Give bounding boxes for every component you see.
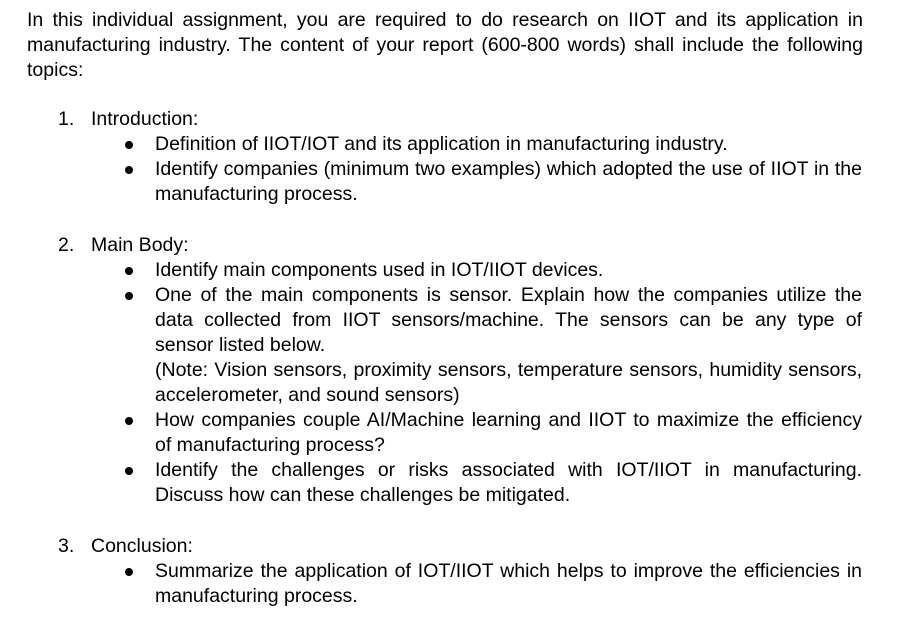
- bullet-list: [58, 132, 862, 207]
- sensor-note: (Note: Vision sensors, proximity sensors, temperature sensors, humidity sensors, accelerometer, and sound sensors): [155, 359, 862, 406]
- list-item: One of the main components is sensor. Explain how the companies utilize the data collected from IIOT sensors/machine. The sensors can be any type of sensor listed below. (Note: Vision sensors, proximity sensors, temperature sensors, humidity sensors, accelerometer, and sound sensors): [58, 283, 862, 408]
- list-item: Identify the challenges or risks associated with IOT/IIOT in manufacturing. Discuss how can these challenges be mitigated.: [58, 458, 862, 508]
- list-item: How companies couple AI/Machine learning and IIOT to maximize the efficiency of manufacturing process?: [58, 408, 862, 458]
- bullet-icon: [125, 568, 133, 576]
- bullet-icon: [125, 267, 133, 275]
- bullet-icon: [125, 467, 133, 475]
- section-main-body: [58, 233, 862, 508]
- intro-paragraph: In this individual assignment, you are required to do research on IIOT and its application in manufacturing industry. The content of your report (600-800 words) shall include the following topics:: [27, 9, 863, 81]
- bullet-list: [58, 258, 862, 508]
- bullet-icon: [125, 141, 133, 149]
- section-title: Conclusion:: [91, 535, 193, 557]
- bullet-list: [58, 559, 862, 609]
- list-item: Identify companies (minimum two examples) which adopted the use of IIOT in the manufacturing process.: [58, 157, 862, 207]
- section-number: 2.: [58, 234, 75, 256]
- section-title: Introduction:: [91, 108, 199, 130]
- bullet-icon: [125, 166, 133, 174]
- list-item: Summarize the application of IOT/IIOT which helps to improve the efficiencies in manufacturing process.: [58, 559, 862, 609]
- list-item: Definition of IIOT/IOT and its application in manufacturing industry.: [58, 132, 862, 157]
- section-conclusion: [58, 534, 862, 609]
- bullet-icon: [125, 292, 133, 300]
- section-introduction: [58, 107, 862, 207]
- section-number: 1.: [58, 108, 75, 130]
- list-item: Identify main components used in IOT/IIOT devices.: [58, 258, 862, 283]
- section-title: Main Body:: [91, 234, 189, 256]
- section-number: 3.: [58, 535, 75, 557]
- bullet-icon: [125, 417, 133, 425]
